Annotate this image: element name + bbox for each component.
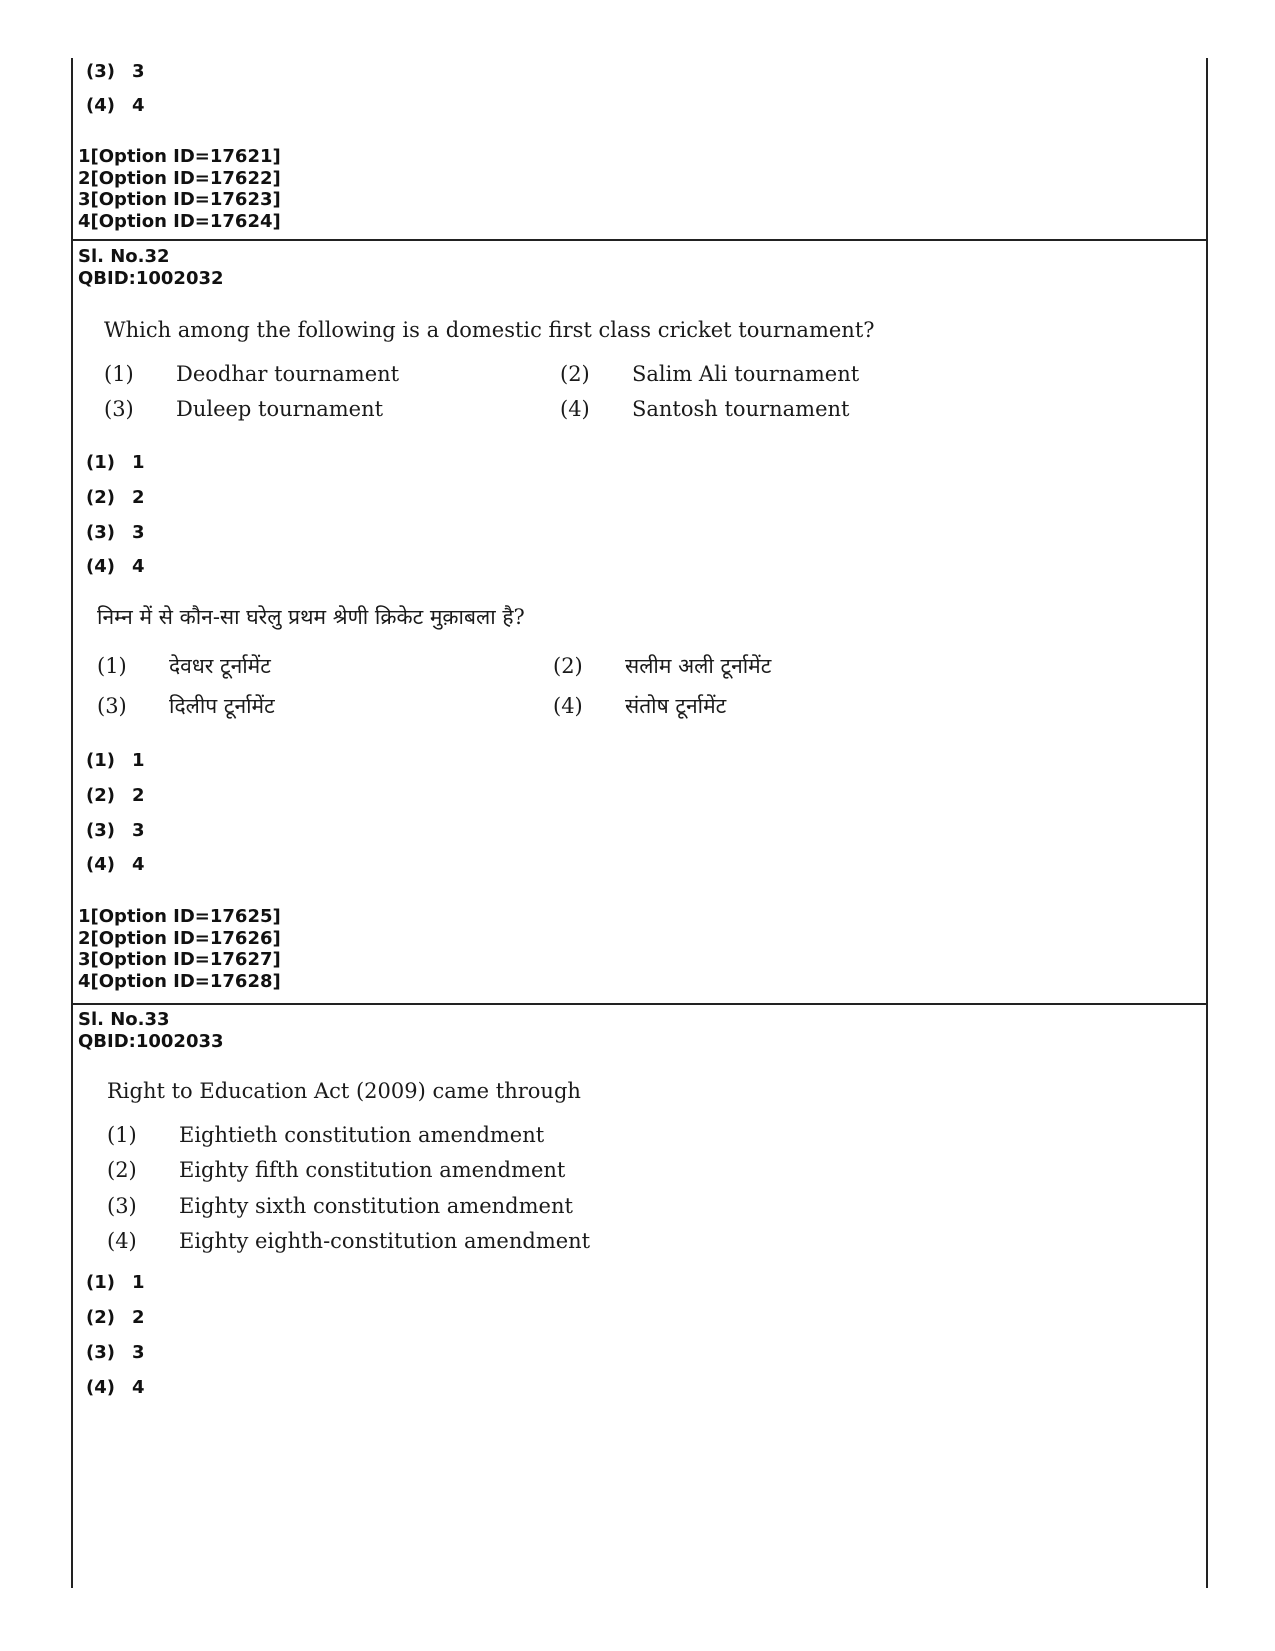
serial-number: Sl. No.32 <box>78 246 170 267</box>
option-en: (1) Eightieth constitution amendment <box>107 1123 545 1147</box>
serial-number: Sl. No.33 <box>78 1009 170 1030</box>
option-hi: (4) संतोष टूर्नामेंट <box>553 694 727 718</box>
option-en: (2) Salim Ali tournament <box>560 362 860 386</box>
right-border <box>1206 58 1208 1588</box>
option-id: 3[Option ID=17623] <box>78 189 281 210</box>
answer-choice: (4) 4 <box>86 1377 145 1398</box>
answer-choice: (3) 3 <box>86 820 145 841</box>
answer-choice: (1) 1 <box>86 750 145 771</box>
option-id: 1[Option ID=17625] <box>78 906 281 927</box>
answer-choice: (1) 1 <box>86 452 145 473</box>
option-en: (2) Eighty fifth constitution amendment <box>107 1158 566 1182</box>
option-en: (4) Eighty eighth-constitution amendment <box>107 1229 591 1253</box>
qbid: QBID:1002032 <box>78 268 224 289</box>
option-en: (3) Duleep tournament <box>104 397 384 421</box>
question-text-en: Right to Education Act (2009) came through <box>107 1079 581 1103</box>
question-text-hi: निम्न में से कौन-सा घरेलु प्रथम श्रेणी क्रिकेट मुक़ाबला है? <box>97 605 525 629</box>
answer-choice: (4) 4 <box>86 854 145 875</box>
option-id: 2[Option ID=17626] <box>78 927 281 949</box>
qbid: QBID:1002033 <box>78 1031 224 1052</box>
option-hi: (2) सलीम अली टूर्नामेंट <box>553 654 772 678</box>
section-divider <box>71 239 1208 241</box>
option-id-list <box>78 146 281 232</box>
answer-choice: (3) 3 <box>86 1342 145 1363</box>
option-id: 3[Option ID=17627] <box>78 949 281 970</box>
answer-choice: (2) 2 <box>86 487 145 508</box>
left-border <box>71 58 73 1588</box>
option-hi: (1) देवधर टूर्नामेंट <box>97 654 271 678</box>
option-en: (3) Eighty sixth constitution amendment <box>107 1194 573 1218</box>
option-id: 4[Option ID=17628] <box>78 970 281 992</box>
option-id: 2[Option ID=17622] <box>78 167 281 189</box>
option-id: 4[Option ID=17624] <box>78 210 281 232</box>
section-divider <box>71 1003 1208 1005</box>
answer-choice: (3) 3 <box>86 61 145 82</box>
answer-choice: (2) 2 <box>86 785 145 806</box>
option-id-list <box>78 906 281 992</box>
answer-choice: (1) 1 <box>86 1272 145 1293</box>
answer-choice: (3) 3 <box>86 522 145 543</box>
answer-choice: (2) 2 <box>86 1307 145 1328</box>
answer-choice: (4) 4 <box>86 556 145 577</box>
question-text-en: Which among the following is a domestic first class cricket tournament? <box>104 318 875 342</box>
option-en: (4) Santosh tournament <box>560 397 850 421</box>
option-id: 1[Option ID=17621] <box>78 146 281 167</box>
option-hi: (3) दिलीप टूर्नामेंट <box>97 694 275 718</box>
answer-choice: (4) 4 <box>86 95 145 116</box>
option-en: (1) Deodhar tournament <box>104 362 400 386</box>
